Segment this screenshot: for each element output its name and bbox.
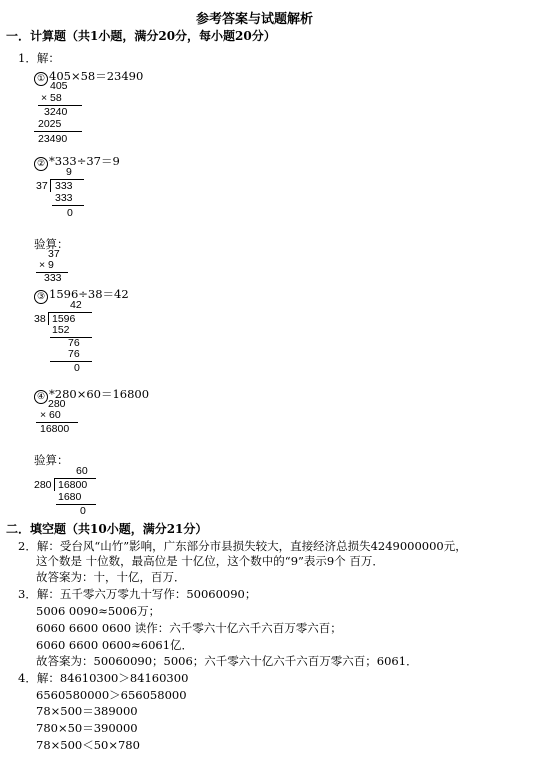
calc-2-dividend: 333 (55, 180, 73, 192)
check-2-row-2: × 9 (39, 259, 54, 271)
q2-line-1: 2．解：受台风“山竹”影响，广东部分市县损失较大，直接经济总损失4249000000元， (18, 539, 467, 553)
calc-2-rule (52, 205, 84, 206)
calc-3-rule-2 (50, 361, 92, 362)
calc-3-dividend: 1596 (52, 313, 76, 325)
calc-2-divisor: 37 (36, 180, 48, 192)
calc-3-step-1: 152 (52, 324, 70, 336)
calc-1-row-4: 2025 (38, 118, 62, 130)
calc-4-row-1: 280 (48, 398, 66, 410)
calc-1-row-3: 3240 (44, 106, 68, 118)
calc-1-rule-2 (34, 131, 82, 132)
question-1-label: 1．解： (18, 51, 60, 65)
section-1-heading: 一．计算题（共1小题，满分20分，每小题20分） (6, 29, 276, 43)
q4-line-1: 4．解：84610300＞84160300 (18, 671, 189, 685)
check-4-division (34, 466, 104, 518)
q3-line-5: 故答案为：50060090；5006；六千零六十亿六千六百万零六百；6061． (36, 654, 418, 668)
q3-line-3: 6060 6600 0600 读作：六千零六十亿六千六百万零六百； (36, 621, 342, 635)
q4-line-5: 78×500＜50×780 (36, 738, 140, 752)
check-4-quotient: 60 (76, 465, 88, 477)
q3-line-1: 3．解：五千零六万零九十写作：50060090； (18, 587, 257, 601)
calc-2-product: 333 (55, 192, 73, 204)
q2-line-3: 故答案为：十，十亿，百万． (36, 570, 186, 584)
calc-3-step-3: 76 (68, 348, 80, 360)
calc-1-row-1: 405 (50, 80, 68, 92)
q4-line-4: 780×50＝390000 (36, 721, 138, 735)
calc-3-bracket-side (48, 312, 49, 325)
calc-2-remainder: 0 (67, 207, 73, 219)
check-4-divisor: 280 (34, 479, 52, 491)
section-2-heading: 二．填空题（共10小题，满分21分） (6, 522, 208, 536)
item-1-number: ① (34, 72, 48, 86)
calc-3-step-2: 76 (68, 337, 80, 349)
q3-line-2: 5006 0090≈5006万； (36, 604, 161, 618)
calc-2-division (34, 167, 94, 221)
verify-label-1: 验算： (34, 237, 69, 251)
calc-1-multiplication (34, 81, 84, 147)
item-4-equation: *280×60＝16800 (49, 387, 150, 401)
item-2-number: ② (34, 157, 48, 171)
calc-2-bracket-side (50, 179, 51, 192)
check-4-product: 1680 (58, 491, 82, 503)
calc-3-quotient: 42 (70, 299, 82, 311)
check-2-multiplication (34, 249, 74, 285)
verify-label-2: 验算： (34, 453, 69, 467)
item-1-equation: 405×58＝23490 (49, 69, 144, 83)
item-3-number: ③ (34, 290, 48, 304)
calc-4-row-3: 16800 (40, 423, 70, 435)
q4-line-3: 78×500＝389000 (36, 704, 138, 718)
check-2-row-3: 333 (44, 272, 62, 284)
calc-3-remainder: 0 (74, 362, 80, 374)
page-title: 参考答案与试题解析 (196, 12, 314, 27)
check-2-row-1: 37 (48, 248, 60, 260)
calc-1-row-5: 23490 (38, 133, 68, 145)
calc-3-divisor: 38 (34, 313, 46, 325)
calc-4-row-2: × 60 (40, 409, 61, 421)
q3-line-4: 6060 6600 0600≈6061亿． (36, 638, 194, 652)
calc-1-row-2: × 58 (41, 92, 62, 104)
item-3-equation: 1596÷38＝42 (49, 287, 129, 301)
calc-2-quotient: 9 (66, 166, 72, 178)
check-4-dividend: 16800 (58, 479, 88, 491)
item-2-equation: *333÷37＝9 (49, 154, 120, 168)
check-4-rule (56, 504, 96, 505)
item-4-number: ④ (34, 390, 48, 404)
check-4-bracket-side (54, 478, 55, 491)
q4-line-2: 6560580000＞656058000 (36, 688, 187, 702)
calc-4-multiplication (34, 399, 84, 439)
q2-line-2: 这个数是 十位数，最高位是 十亿位，这个数中的“9”表示9个 百万． (36, 554, 384, 568)
calc-3-division (34, 300, 104, 376)
check-4-remainder: 0 (80, 505, 86, 517)
